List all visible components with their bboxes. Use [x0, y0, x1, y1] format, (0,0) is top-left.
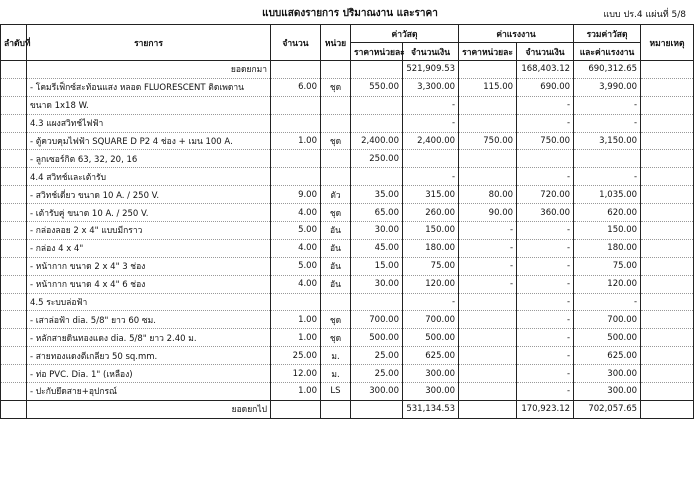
row-number-cell	[1, 293, 27, 311]
item-description: - หลักสายดินทองแดง dia. 5/8" ยาว 2.40 ม.	[27, 329, 271, 347]
item-description: - สายทองแดงตีเกลียว 50 sq.mm.	[27, 347, 271, 365]
material-unit-price-cell: 700.00	[351, 311, 403, 329]
labor-amount-cell	[517, 150, 574, 168]
item-description: - โคมรีเฟ็กซ์สะท้อนแสง หลอด FLUORESCENT ติดเพดาน	[27, 78, 271, 96]
total-cost-cell: 620.00	[574, 204, 641, 222]
table-row	[1, 204, 694, 222]
labor-unit-price-cell	[459, 347, 517, 365]
col-item-header: รายการ	[27, 25, 271, 61]
labor-unit-price-cell	[459, 293, 517, 311]
material-unit-price-cell: 25.00	[351, 347, 403, 365]
row-number-cell	[1, 365, 27, 383]
material-amount-cell: -	[403, 293, 459, 311]
material-amount-cell: 700.00	[403, 311, 459, 329]
material-amount-cell: -	[403, 168, 459, 186]
row-number-cell	[1, 186, 27, 204]
remark-cell	[641, 329, 694, 347]
item-description: - เต้ารับคู่ ขนาด 10 A. / 250 V.	[27, 204, 271, 222]
material-amount-cell: 150.00	[403, 222, 459, 240]
table-row	[1, 311, 694, 329]
material-amount-cell: 300.00	[403, 365, 459, 383]
total-cost-cell: 300.00	[574, 383, 641, 401]
quantity-cell	[271, 96, 321, 114]
unit-cell: อัน	[321, 257, 351, 275]
row-number-cell	[1, 257, 27, 275]
total-cost-cell: 180.00	[574, 239, 641, 257]
total-cost-cell: -	[574, 114, 641, 132]
labor-amount-cell: -	[517, 383, 574, 401]
material-unit-price-cell: 300.00	[351, 383, 403, 401]
row-number-cell	[1, 311, 27, 329]
quantity-cell: 4.00	[271, 275, 321, 293]
item-description: 4.4 สวิทช์และเต้ารับ	[27, 168, 271, 186]
quantity-cell	[271, 293, 321, 311]
row-number-cell	[1, 275, 27, 293]
remark-cell	[641, 383, 694, 401]
quantity-cell: 4.00	[271, 239, 321, 257]
material-unit-price-cell	[351, 96, 403, 114]
quantity-cell: 12.00	[271, 365, 321, 383]
item-description: ยอดยกมา	[27, 61, 271, 79]
remark-cell	[641, 78, 694, 96]
quantity-cell: 9.00	[271, 186, 321, 204]
material-unit-price-cell: 65.00	[351, 204, 403, 222]
labor-unit-price-cell: 115.00	[459, 78, 517, 96]
unit-cell: ม.	[321, 365, 351, 383]
item-description: 4.3 แผงสวิทช์ไฟฟ้า	[27, 114, 271, 132]
remark-cell	[641, 239, 694, 257]
labor-amount-cell: 720.00	[517, 186, 574, 204]
col-unit-header: หน่วย	[321, 25, 351, 61]
row-number-cell	[1, 383, 27, 401]
carry-total-row	[1, 400, 694, 418]
table-row	[1, 383, 694, 401]
remark-cell	[641, 275, 694, 293]
quantity-cell: 5.00	[271, 257, 321, 275]
page-title: แบบแสดงรายการ ปริมาณงาน และราคา	[262, 8, 438, 19]
total-cost-cell	[574, 150, 641, 168]
total-group-header: รวมค่าวัสดุ	[574, 25, 641, 43]
unit-cell: ม.	[321, 347, 351, 365]
total-cost-cell: 690,312.65	[574, 61, 641, 79]
material-amount-cell: 3,300.00	[403, 78, 459, 96]
unit-cell: อัน	[321, 222, 351, 240]
form-reference: แบบ ปร.4 แผ่นที่ 5/8	[603, 10, 686, 20]
total-cost-cell: 150.00	[574, 222, 641, 240]
section-row	[1, 293, 694, 311]
section-row	[1, 114, 694, 132]
table-row	[1, 186, 694, 204]
labor-group-header: ค่าแรงงาน	[459, 25, 574, 43]
material-unit-price-cell: 30.00	[351, 275, 403, 293]
labor-unit-price-cell	[459, 400, 517, 418]
row-number-cell	[1, 132, 27, 150]
labor-amount-cell: -	[517, 275, 574, 293]
table-row	[1, 96, 694, 114]
labor-unit-price-cell: 80.00	[459, 186, 517, 204]
labor-amount-cell: -	[517, 257, 574, 275]
material-unit-price-cell: 30.00	[351, 222, 403, 240]
labor-amount-cell: 750.00	[517, 132, 574, 150]
labor-unit-price-cell	[459, 383, 517, 401]
unit-cell	[321, 168, 351, 186]
row-number-cell	[1, 78, 27, 96]
quantity-cell	[271, 61, 321, 79]
labor-amount-cell: -	[517, 239, 574, 257]
row-number-cell	[1, 239, 27, 257]
material-amount-cell: 625.00	[403, 347, 459, 365]
item-description: - เสาล่อฟ้า dia. 5/8" ยาว 60 ซม.	[27, 311, 271, 329]
quantity-cell: 1.00	[271, 383, 321, 401]
unit-cell	[321, 293, 351, 311]
unit-cell: ชุด	[321, 204, 351, 222]
remark-cell	[641, 204, 694, 222]
material-amount-cell: -	[403, 96, 459, 114]
total-cost-cell: 75.00	[574, 257, 641, 275]
total-cost-cell: 700.00	[574, 311, 641, 329]
item-description: ยอดยกไป	[27, 400, 271, 418]
material-unit-price-cell: 35.00	[351, 186, 403, 204]
labor-amount-cell: -	[517, 96, 574, 114]
remark-cell	[641, 114, 694, 132]
table-row	[1, 365, 694, 383]
material-amount-cell: 180.00	[403, 239, 459, 257]
item-description: - กล่องลอย 2 x 4" แบบมีกราว	[27, 222, 271, 240]
table-row	[1, 222, 694, 240]
remark-cell	[641, 365, 694, 383]
table-row	[1, 150, 694, 168]
unit-cell: ชุด	[321, 132, 351, 150]
item-description: ขนาด 1x18 W.	[27, 96, 271, 114]
unit-cell: ชุด	[321, 78, 351, 96]
labor-amount-header: จำนวนเงิน	[517, 43, 574, 61]
labor-amount-cell: 360.00	[517, 204, 574, 222]
labor-amount-cell: 168,403.12	[517, 61, 574, 79]
material-amount-header: จำนวนเงิน	[403, 43, 459, 61]
total-cost-cell: -	[574, 293, 641, 311]
col-no-header: ลำดับที่	[1, 25, 27, 61]
unit-cell: ชุด	[321, 311, 351, 329]
remark-cell	[641, 257, 694, 275]
total-cost-cell: 120.00	[574, 275, 641, 293]
labor-amount-cell: -	[517, 114, 574, 132]
labor-unit-price-cell	[459, 329, 517, 347]
material-amount-cell: 300.00	[403, 383, 459, 401]
remark-cell	[641, 61, 694, 79]
table-body	[1, 61, 694, 419]
unit-cell: อัน	[321, 239, 351, 257]
material-amount-cell: -	[403, 114, 459, 132]
labor-unit-price-cell: -	[459, 257, 517, 275]
labor-unit-price-cell: -	[459, 239, 517, 257]
item-description: - หน้ากาก ขนาด 2 x 4" 3 ช่อง	[27, 257, 271, 275]
row-number-cell	[1, 96, 27, 114]
remark-cell	[641, 132, 694, 150]
quantity-cell	[271, 114, 321, 132]
material-unit-price-cell: 550.00	[351, 78, 403, 96]
material-amount-cell: 75.00	[403, 257, 459, 275]
unit-cell	[321, 114, 351, 132]
unit-cell: LS	[321, 383, 351, 401]
unit-cell	[321, 150, 351, 168]
total-cost-cell: 300.00	[574, 365, 641, 383]
material-unit-price-header: ราคาหน่วยละ	[351, 43, 403, 61]
total-cost-cell: 500.00	[574, 329, 641, 347]
remark-cell	[641, 186, 694, 204]
labor-amount-cell: -	[517, 347, 574, 365]
labor-unit-price-cell: -	[459, 275, 517, 293]
remark-cell	[641, 311, 694, 329]
quantity-cell	[271, 150, 321, 168]
table-row	[1, 275, 694, 293]
labor-amount-cell: 170,923.12	[517, 400, 574, 418]
section-row	[1, 168, 694, 186]
quantity-cell: 25.00	[271, 347, 321, 365]
labor-unit-price-cell	[459, 114, 517, 132]
table-row	[1, 329, 694, 347]
material-amount-cell: 521,909.53	[403, 61, 459, 79]
row-number-cell	[1, 114, 27, 132]
quantity-cell: 5.00	[271, 222, 321, 240]
table-header	[1, 25, 694, 61]
material-unit-price-cell: 45.00	[351, 239, 403, 257]
labor-amount-cell: -	[517, 168, 574, 186]
material-unit-price-cell	[351, 168, 403, 186]
item-description: - หน้ากาก ขนาด 4 x 4" 6 ช่อง	[27, 275, 271, 293]
material-unit-price-cell	[351, 61, 403, 79]
row-number-cell	[1, 329, 27, 347]
material-unit-price-cell: 250.00	[351, 150, 403, 168]
total-cost-cell: -	[574, 96, 641, 114]
unit-cell	[321, 96, 351, 114]
material-unit-price-cell: 15.00	[351, 257, 403, 275]
labor-unit-price-cell: 750.00	[459, 132, 517, 150]
boq-table	[0, 24, 694, 419]
material-unit-price-cell	[351, 293, 403, 311]
material-unit-price-cell	[351, 114, 403, 132]
col-remark-header: หมายเหตุ	[641, 25, 694, 61]
row-number-cell	[1, 204, 27, 222]
row-number-cell	[1, 168, 27, 186]
material-unit-price-cell: 25.00	[351, 365, 403, 383]
quantity-cell	[271, 400, 321, 418]
labor-amount-cell: -	[517, 222, 574, 240]
remark-cell	[641, 293, 694, 311]
material-unit-price-cell: 500.00	[351, 329, 403, 347]
remark-cell	[641, 96, 694, 114]
quantity-cell	[271, 168, 321, 186]
quantity-cell: 1.00	[271, 311, 321, 329]
row-number-cell	[1, 222, 27, 240]
item-description: - ตู้ควบคุมไฟฟ้า SQUARE D P2 4 ช่อง + เมน 100 A.	[27, 132, 271, 150]
material-amount-cell: 260.00	[403, 204, 459, 222]
item-description: 4.5 ระบบล่อฟ้า	[27, 293, 271, 311]
labor-unit-price-cell	[459, 168, 517, 186]
total-cost-cell: 1,035.00	[574, 186, 641, 204]
row-number-cell	[1, 347, 27, 365]
material-amount-cell: 2,400.00	[403, 132, 459, 150]
row-number-cell	[1, 150, 27, 168]
labor-unit-price-cell	[459, 61, 517, 79]
material-amount-cell: 531,134.53	[403, 400, 459, 418]
labor-unit-price-cell: 90.00	[459, 204, 517, 222]
labor-unit-price-cell: -	[459, 222, 517, 240]
total-cost-cell: 625.00	[574, 347, 641, 365]
remark-cell	[641, 347, 694, 365]
labor-unit-price-cell	[459, 311, 517, 329]
unit-cell	[321, 61, 351, 79]
item-description: - ปะกับยึดสาย+อุปกรณ์	[27, 383, 271, 401]
carry-total-row	[1, 61, 694, 79]
material-amount-cell: 120.00	[403, 275, 459, 293]
col-qty-header: จำนวน	[271, 25, 321, 61]
labor-amount-cell: -	[517, 293, 574, 311]
unit-cell: ชุด	[321, 329, 351, 347]
remark-cell	[641, 400, 694, 418]
row-number-cell	[1, 61, 27, 79]
labor-unit-price-cell	[459, 365, 517, 383]
item-description: - กล่อง 4 x 4"	[27, 239, 271, 257]
total-cost-cell: 3,150.00	[574, 132, 641, 150]
total-cost-cell: 702,057.65	[574, 400, 641, 418]
quantity-cell: 4.00	[271, 204, 321, 222]
material-group-header: ค่าวัสดุ	[351, 25, 459, 43]
remark-cell	[641, 150, 694, 168]
total-cost-cell: 3,990.00	[574, 78, 641, 96]
item-description: - ท่อ PVC. Dia. 1" (เหลือง)	[27, 365, 271, 383]
table-row	[1, 257, 694, 275]
quantity-cell: 1.00	[271, 132, 321, 150]
unit-cell	[321, 400, 351, 418]
table-row	[1, 132, 694, 150]
material-amount-cell	[403, 150, 459, 168]
material-amount-cell: 500.00	[403, 329, 459, 347]
labor-amount-cell: 690.00	[517, 78, 574, 96]
table-row	[1, 347, 694, 365]
remark-cell	[641, 222, 694, 240]
unit-cell: ตัว	[321, 186, 351, 204]
material-amount-cell: 315.00	[403, 186, 459, 204]
labor-unit-price-cell	[459, 150, 517, 168]
labor-unit-price-header: ราคาหน่วยละ	[459, 43, 517, 61]
labor-amount-cell: -	[517, 365, 574, 383]
item-description: - สวิทช์เดี่ยว ขนาด 10 A. / 250 V.	[27, 186, 271, 204]
remark-cell	[641, 168, 694, 186]
table-row	[1, 78, 694, 96]
labor-unit-price-cell	[459, 96, 517, 114]
quantity-cell: 6.00	[271, 78, 321, 96]
labor-amount-cell: -	[517, 329, 574, 347]
unit-cell: อัน	[321, 275, 351, 293]
table-row	[1, 239, 694, 257]
total-sub-header: และค่าแรงงาน	[574, 43, 641, 61]
row-number-cell	[1, 400, 27, 418]
quantity-cell: 1.00	[271, 329, 321, 347]
material-unit-price-cell	[351, 400, 403, 418]
labor-amount-cell: -	[517, 311, 574, 329]
total-cost-cell: -	[574, 168, 641, 186]
item-description: - ลูกเซอร์กิต 63, 32, 20, 16	[27, 150, 271, 168]
material-unit-price-cell: 2,400.00	[351, 132, 403, 150]
